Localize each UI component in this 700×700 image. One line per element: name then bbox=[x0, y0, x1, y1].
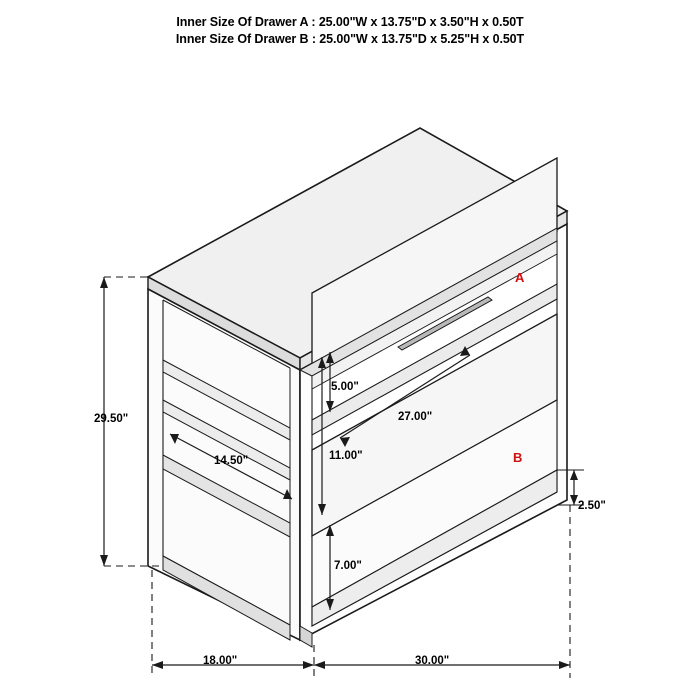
arrow-width-right bbox=[559, 661, 570, 669]
arrow-overall-top bbox=[100, 277, 108, 288]
label-base-height: 2.50" bbox=[578, 500, 606, 512]
label-drawer-a-gap: 5.00" bbox=[331, 381, 359, 393]
drawer-a-marker: A bbox=[515, 270, 525, 285]
label-overall-height: 29.50" bbox=[94, 413, 129, 425]
arrow-depth-right bbox=[303, 661, 314, 669]
arrow-base-top bbox=[570, 470, 578, 480]
drawer-a-note: Inner Size Of Drawer A : 25.00"W x 13.75"D x 3.50"H x 0.50T bbox=[176, 15, 524, 29]
arrow-depth-left bbox=[152, 661, 163, 669]
arrow-width-left bbox=[314, 661, 325, 669]
label-lower-opening: 7.00" bbox=[334, 560, 362, 572]
label-drawer-b-gap: 11.00" bbox=[329, 450, 363, 462]
drawer-b-marker: B bbox=[513, 450, 523, 465]
arrow-base-bottom bbox=[570, 495, 578, 505]
label-depth: 18.00" bbox=[203, 655, 238, 667]
drawer-b-note: Inner Size Of Drawer B : 25.00"W x 13.75"D x 5.25"H x 0.50T bbox=[175, 32, 525, 46]
label-side-depth: 14.50" bbox=[214, 455, 249, 467]
label-front-width: 27.00" bbox=[398, 411, 433, 423]
arrow-overall-bottom bbox=[100, 555, 108, 566]
label-width: 30.00" bbox=[415, 655, 450, 667]
